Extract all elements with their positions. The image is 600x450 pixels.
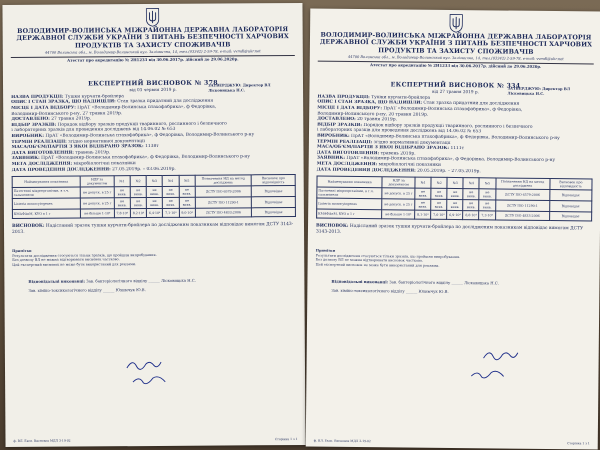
field-value: Порядок відбору зразків продукції тваринного, рослинного і безпечного (361, 122, 533, 130)
column-header: №4 (463, 178, 479, 189)
footer-page: Сторінка 1 з 1 (274, 437, 298, 442)
column-header: №3 (447, 178, 463, 189)
signature-icon (482, 346, 520, 362)
right-document (306, 8, 600, 449)
field-value: 27 травня 2019р. (49, 116, 92, 122)
field-value: згідно нормативної документації (66, 138, 145, 145)
field-label: МІСЦЕ І ДАТА ВІДБОРУ: (317, 105, 382, 112)
field-value: мікробіологічні показники (72, 161, 136, 167)
table-cell: ДСТУ ISO 11290-1 (195, 197, 252, 208)
table-cell: не вияв. (114, 187, 130, 198)
notes-heading: Примітки (315, 248, 336, 254)
table-cell: 7,1·10⁴ (163, 209, 179, 218)
table-cell: не вияв. (114, 198, 130, 209)
note-line: Без дозволу ВЛ не можна відтворювати висновок частково. (315, 257, 424, 263)
field-label: МІСЦЕ І ДАТА ВІДБОРУ: (11, 105, 76, 112)
notes-block (4, 233, 304, 267)
field-label: ВІДБІР ЗРАЗКІВ: (317, 122, 363, 128)
field-label: ДАТА ВИГОТОВЛЕННЯ: (11, 150, 74, 156)
field-value: Порядок відбору зразків продукції тваринного, рослинного і безпечного (56, 121, 227, 128)
table-cell: не допуск. в 25 г (382, 188, 415, 199)
results-table (316, 176, 592, 222)
table-cell: не вияв. (130, 198, 146, 209)
field-label: ТЕРМІН РЕАЛІЗАЦІЇ: (316, 139, 373, 145)
lab-header: ВОЛОДИМИР-ВОЛИНСЬКА МІЖРАЙОННА ДЕРЖАВНА ЛАБОРАТОРІЯ ДЕРЖАВНОЇ СЛУЖБИ УКРАЇНИ З ПИТАНЬ БЕЗПЕЧНОСТІ ХАРЧОВИХ ПРОДУКТІВ ТА ЗАХИСТУ СПОЖИВАЧІВ (16, 26, 289, 50)
note-line: Цей експертний висновок не може бути використаний для реклами. (12, 261, 137, 267)
column-header: №4 (162, 176, 178, 187)
table-cell: не вияв. (447, 200, 463, 211)
report-date: від 27 травня 2019 р. (431, 88, 479, 95)
table-cell: КМАФАнМ, КУО в 1 г (12, 209, 80, 218)
approval-line: ЗАТВЕРДЖУЮ: Директор ВЛ (507, 86, 571, 92)
lab-address: 44700 Волинська обл., м. Володимир-Волинський вул. Залізнична, 14, тел.(03342) 2-59-78, e-mail: vvmdl@ukr.net (11, 49, 295, 58)
note-line: Цей експертний висновок не може бути використаний для реклами. (315, 262, 440, 268)
table-cell: 6,4·10⁴ (146, 209, 162, 218)
field-value: ПрАТ «Володимир-Волинська птахофабрика», ф Федорівка, Володимир-Волинського р-ну (44, 132, 255, 139)
conclusion-text: Надісланий зразок тушки курчати-бройлера по дослідженим показникам відповідає вимогам ДСТУ 3143-2013. (315, 224, 584, 235)
field-label: ОПИС І СТАН ЗРАЗКА, ЩО НАДІЙШЛИ: (317, 100, 423, 107)
responsible-label: Відповідальні виконавці: (331, 278, 389, 285)
note-line: Результати дослідження стосуються тільки зразків, що пройшли випробування. (315, 253, 461, 259)
table-cell: не допуск. в 25 г (80, 187, 114, 198)
field-label: МЕТА ДОСЛІДЖЕННЯ: (11, 161, 73, 168)
table-cell: 7,8·10⁴ (114, 209, 130, 218)
table-cell: не вияв. (163, 198, 179, 209)
table-cell: ДСТУ ISO 11290-1 (495, 200, 549, 212)
field-label: ДОСТАВЛЕНО: (317, 116, 356, 123)
field-label: ВІДБІР ЗРАЗКІВ: (11, 122, 57, 128)
table-cell: не вияв. (415, 188, 431, 199)
field-value: ПрАТ «Володимир-Волинська птахофабрика», ф Федорівка, (381, 106, 523, 113)
report-title: ЕКСПЕРТНИЙ ВИСНОВОК № 334 (390, 81, 521, 90)
column-header: НДР за документом (382, 177, 415, 188)
column-header: №5 (479, 178, 495, 189)
field-label: МЕТА ДОСЛІДЖЕННЯ: (316, 161, 378, 168)
field-label: ВИРОБНИК: (11, 133, 45, 140)
column-header: №3 (146, 176, 162, 187)
page-footer (314, 439, 590, 446)
field-label: ОПИС І СТАН ЗРАЗКА, ЩО НАДІЙШЛИ: (11, 99, 116, 106)
table-cell: Listeria monocytogenes (317, 198, 382, 210)
table-cell: ДСТУ ISO 4833:2006 (195, 208, 252, 217)
column-header: №2 (130, 176, 146, 187)
field-value: згідно нормативної документації (372, 139, 451, 146)
field-value: ПрАТ «Володимир-Волинська птахофабрика», ф Федорівка, Володимир-Волинського р-ну (39, 154, 250, 162)
field-value: 20.05.2019р. – 27.05.2019р. (415, 168, 481, 174)
table-cell: не вияв. (447, 189, 463, 200)
column-header: Найменування показника (12, 176, 80, 187)
column-header: Висновок про відповідність (550, 179, 592, 190)
signature-icon (125, 356, 163, 372)
field-value: 1138т (143, 144, 159, 150)
table-cell: КМАФАнМ, КУО в 1 г (317, 209, 382, 219)
approval-name: Лісковицька Н.С. (507, 91, 545, 96)
table-cell: не вияв. (146, 198, 162, 209)
report-title: ЕКСПЕРТНИЙ ВИСНОВОК № 378 (88, 79, 218, 88)
table-cell: Відповідає (252, 197, 296, 208)
field-value: і лабораторних зразків для проведення досліджень від 14.06.02 № 653 (11, 127, 176, 134)
coat-of-arms-icon (448, 13, 464, 33)
lab-address: 44700 Волинська обл., м. Володимир-Волинський вул. Залізнична, 14, тел.(03342) 2-59-78, e-mail: vvmdl@ukr.net (318, 54, 594, 64)
table-cell: не більше 1·10⁶ (80, 209, 114, 218)
table-cell: не вияв. (463, 189, 479, 200)
field-value: і лабораторних зразків для проведення досліджень від 14.06.02 № 653 (316, 128, 482, 135)
field-value: 1111т (449, 146, 465, 152)
lab-header: ВОЛОДИМИР-ВОЛИНСЬКА МІЖРАЙОННА ДЕРЖАВНА ЛАБОРАТОРІЯ ДЕРЖАВНОЇ СЛУЖБИ УКРАЇНИ З ПИТАНЬ БЕЗПЕЧНОСТІ ХАРЧОВИХ ПРОДУКТІВ ТА ЗАХИСТУ СПОЖИВАЧІВ (319, 31, 593, 56)
table-cell: не допуск. в 25 г (80, 198, 114, 209)
signature-icon (468, 366, 506, 382)
field-label: ВИРОБНИК: (316, 133, 350, 139)
responsible-line: Зав. бактеріологічного відділу ______ Лісковицька Н.С. (86, 277, 196, 284)
field-value: Стан зразка придатний для дослідження (421, 101, 520, 108)
table-cell: ДСТУ ISO 4833:2006 (495, 211, 549, 221)
results-table (12, 174, 296, 219)
table-cell: Listeria monocytogenes (12, 198, 80, 209)
table-cell: 7,3·10⁴ (479, 211, 495, 220)
table-cell: ДСТУ ISO 6579:2006 (495, 189, 549, 201)
table-cell: 9,0·10⁴ (179, 208, 195, 217)
table-cell: не вияв. (179, 186, 195, 197)
field-label: ЗАЯВНИК: (11, 156, 40, 162)
column-header: Позначення НД на метод досліджень (195, 175, 252, 186)
report-date: від 03 червня 2019 р. (129, 86, 177, 93)
table-cell: Відповідає (252, 186, 296, 197)
table-cell: не вияв. (163, 187, 179, 198)
field-value: травень 2019р. (73, 150, 111, 156)
field-value: травень 2019р. (379, 151, 416, 157)
field-label: ЗАЯВНИК: (316, 155, 346, 162)
responsible-label: Відповідальні виконавці: (28, 278, 86, 284)
field-value: ПрАТ «Володимир-Волинська птахофабрика», ф Федорівка, Володимир-Волинського р-ну (344, 156, 556, 164)
approval-block (208, 83, 271, 93)
table-cell: 8,8·10⁴ (463, 211, 479, 220)
table-cell: Відповідає (550, 190, 592, 201)
field-value: ПрАТ «Володимир-Волинська птахофабрика», ф Федорівка, (75, 104, 217, 111)
left-document (2, 3, 305, 447)
accreditation-line: Атестат про акредитацію № 2H1233 від 30.06.2017р. дійсний до 29.06.2020р. (67, 56, 239, 63)
footer-page: Сторінка 1 з 1 (567, 441, 590, 446)
table-cell: не вияв. (431, 188, 447, 199)
field-label: НАЗВА ПРОДУКЦІЇ: (11, 94, 64, 100)
field-value: Тушки курчати-бройлера (63, 94, 124, 100)
table-cell: 8,1·10⁴ (415, 210, 431, 219)
table-cell: 7,6·10⁴ (431, 210, 447, 219)
table-cell: 6,9·10⁴ (447, 211, 463, 220)
table-cell: Патогенні мікроорганізми, в т.ч. сальмонели (12, 187, 80, 198)
approval-block (507, 87, 570, 97)
field-value: Володимир-Волинського р-ну, 27 травня 2019р. (11, 110, 123, 117)
responsible-line: Зав. хіміко-токсикологічного відділу ______ Юхимчук Ю.В. (28, 287, 146, 293)
conclusion-label: ВИСНОВОК: (11, 223, 45, 230)
table-cell: 8,2·10⁴ (130, 209, 146, 218)
table-cell: Відповідає (549, 201, 591, 212)
field-label: ДАТА ВИГОТОВЛЕННЯ: (316, 150, 380, 157)
table-cell: не вияв. (179, 197, 195, 208)
field-label: ДАТА ПРОВЕДЕННЯ ДОСЛІДЖЕННЯ: (316, 167, 416, 174)
report-fields (309, 94, 600, 175)
column-header: №1 (114, 176, 130, 187)
table-cell: не вияв. (463, 200, 479, 211)
table-cell: не вияв. (415, 199, 431, 210)
responsible-block (307, 266, 599, 297)
table-cell: не вияв. (479, 200, 495, 211)
column-header: НДР за документом (80, 176, 114, 187)
field-value: Тушки курчати-бройлера (369, 95, 431, 101)
column-header: Позначення НД на метод досліджень (495, 178, 549, 190)
column-header: №1 (415, 177, 431, 188)
page-footer (13, 437, 297, 443)
column-header: №2 (431, 177, 447, 188)
field-value: Стан зразка придатний для дослідження (115, 99, 214, 105)
responsible-block (4, 265, 304, 295)
field-label: НАЗВА ПРОДУКЦІЇ: (317, 94, 370, 101)
approval-name: Лісковицька Н.С. (208, 88, 245, 93)
field-value: мікробіологічні показники (377, 162, 441, 168)
field-value: 20 травня 2019р. (355, 117, 397, 123)
table-cell: Відповідає (252, 208, 296, 217)
table-cell: не вияв. (431, 199, 447, 210)
coat-of-arms-icon (144, 7, 160, 27)
conclusion-text: Надісланий зразок тушки курчати-бройлера по дослідженим показникам відповідає вимогам ДСТУ 3143-2013. (12, 222, 294, 235)
field-label: ДОСТАВЛЕНО: (11, 116, 50, 123)
table-cell: Відповідає (549, 212, 591, 221)
field-label: ТЕРМІН РЕАЛІЗАЦІЇ: (11, 139, 67, 145)
field-label: ДАТА ПРОВЕДЕННЯ ДОСЛІДЖЕННЯ: (11, 166, 111, 173)
table-cell: ДСТУ ISO 6579:2006 (195, 186, 252, 197)
table-cell: не вияв. (146, 187, 162, 198)
responsible-line: Зав. бактеріологічного відділу ______ Лісковицька Н.С. (389, 279, 499, 286)
table-cell: не допуск. в 25 г (382, 199, 415, 210)
table-cell: Патогенні мікроорганізми, в т.ч. сальмонели (317, 187, 382, 199)
field-value: Володимир-Волинського р-ну, 20 травня 2019р. (317, 111, 429, 118)
footer-form: ф. ВЛ. Експ. Висновок МДЛ 3-19-02 (13, 438, 71, 443)
footer-form: ф. ВЛ. Експ. Висновок МДЛ 3-19-02 (313, 438, 371, 444)
notes-heading: Примітки (12, 249, 32, 254)
responsible-line: Зав. хіміко-токсикологічного відділу ______ Юхимчук Ю.В. (331, 287, 449, 294)
column-header: №5 (179, 175, 195, 186)
field-value: 27.05.2019р. – 03.06.2019р. (110, 166, 176, 172)
note-line: Результати дослідження стосуються тільки зразків, що пройшли випробування. (12, 252, 157, 258)
field-line (12, 166, 296, 174)
conclusion-label: ВИСНОВОК: (315, 223, 349, 230)
note-line: Без дозволу ВЛ не можна відтворювати висновок частково. (12, 257, 120, 263)
column-header: Висновок про відповідність (252, 175, 296, 186)
signature-icon (130, 372, 168, 388)
approval-line: ЗАТВЕРДЖУЮ: Директор ВЛ (208, 83, 271, 88)
report-fields (3, 93, 304, 173)
field-value: ПрАТ «Володимир-Волинська птахофабрика», ф Федорівка, Володимир-Волинського р-ну (349, 133, 560, 142)
field-label: МАСА/ОБ'ЄМ/ПАРТІЯ З ЯКОЇ ВІДІБРАНО ЗРАЗОК: (11, 144, 144, 151)
table-cell: не вияв. (130, 187, 146, 198)
column-header: Найменування показника (317, 176, 382, 188)
notes-block (308, 235, 600, 270)
field-label: МАСА/ОБ'ЄМ/ПАРТІЯ З ЯКОЇ ВІДІБРАНО ЗРАЗОК: (316, 144, 450, 152)
table-cell: не більше 1·10⁶ (382, 210, 415, 219)
accreditation-line: Атестат про акредитацію № 2H1233 від 30.06.2017р. дійсний до 29.06.2020р. (369, 62, 542, 69)
table-cell: не вияв. (479, 189, 495, 200)
